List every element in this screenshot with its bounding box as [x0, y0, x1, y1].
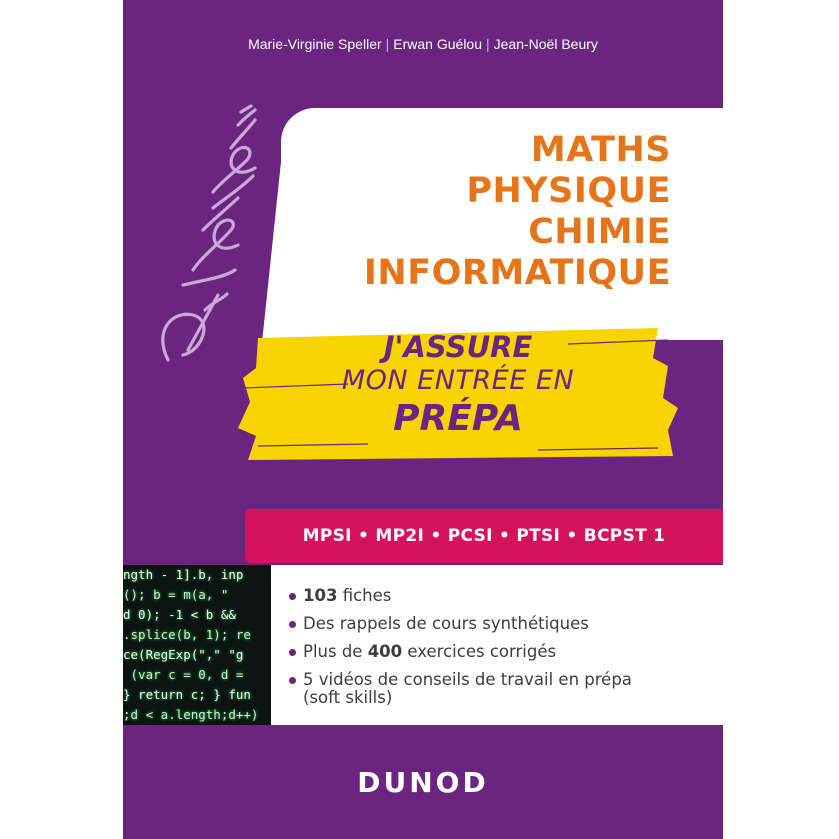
- feature-bold: 400: [367, 642, 403, 661]
- author-list: [123, 36, 723, 52]
- tagline-line-3: PRÉPA: [393, 398, 523, 439]
- bullet-icon: [289, 649, 296, 656]
- feature-text: Plus de: [303, 642, 368, 661]
- feature-list: [289, 582, 632, 707]
- feature-text: Des rappels de cours synthétiques: [303, 614, 589, 633]
- feature-item: [289, 610, 632, 638]
- levels-band: [245, 509, 723, 563]
- tagline: [263, 330, 653, 440]
- code-image: [123, 565, 271, 725]
- feature-bold: 103: [303, 586, 338, 605]
- author-name: Jean-Noël Beury: [493, 36, 598, 52]
- subject-list: [364, 130, 671, 294]
- feature-text: fiches: [337, 586, 392, 605]
- publisher-logo: DUNOD: [357, 766, 489, 799]
- bullet-icon: [289, 677, 296, 684]
- code-line: ce(RegExp("," "g: [123, 647, 244, 662]
- code-line: d 0); -1 < b &&: [123, 607, 236, 622]
- code-line: .splice(b, 1); re: [123, 627, 251, 642]
- feature-item: [289, 638, 632, 666]
- feature-text: 5 vidéos de conseils de travail en prépa: [303, 670, 632, 689]
- author-separator: |: [385, 36, 390, 52]
- bullet-icon: [289, 621, 296, 628]
- bullet-icon: [289, 593, 296, 600]
- code-line: (); b = m(a, ": [123, 587, 229, 602]
- feature-text: exercices corrigés: [402, 642, 557, 661]
- author-name: Marie-Virginie Speller: [248, 36, 382, 52]
- code-line: ngth - 1].b, inp: [123, 567, 244, 582]
- author-name: Erwan Guélou: [393, 36, 482, 52]
- levels-text: MPSI • MP2I • PCSI • PTSI • BCPST 1: [302, 526, 666, 546]
- code-line: ;d < a.length;d++): [123, 707, 259, 722]
- code-line: } return c; } fun: [123, 687, 251, 702]
- feature-item: [289, 666, 632, 707]
- tagline-line-2: MON ENTRÉE EN: [341, 365, 575, 396]
- feature-text-continued: (soft skills): [303, 688, 393, 707]
- code-line: (var c = 0, d =: [123, 667, 244, 682]
- subject-title: PHYSIQUE: [466, 171, 671, 211]
- subject-title: CHIMIE: [528, 212, 671, 252]
- subject-title: MATHS: [530, 130, 671, 170]
- book-cover: [123, 0, 723, 839]
- feature-item: [289, 582, 632, 610]
- author-separator: |: [486, 36, 490, 52]
- tagline-line-1: J'ASSURE: [383, 330, 533, 364]
- subject-title: INFORMATIQUE: [363, 253, 671, 293]
